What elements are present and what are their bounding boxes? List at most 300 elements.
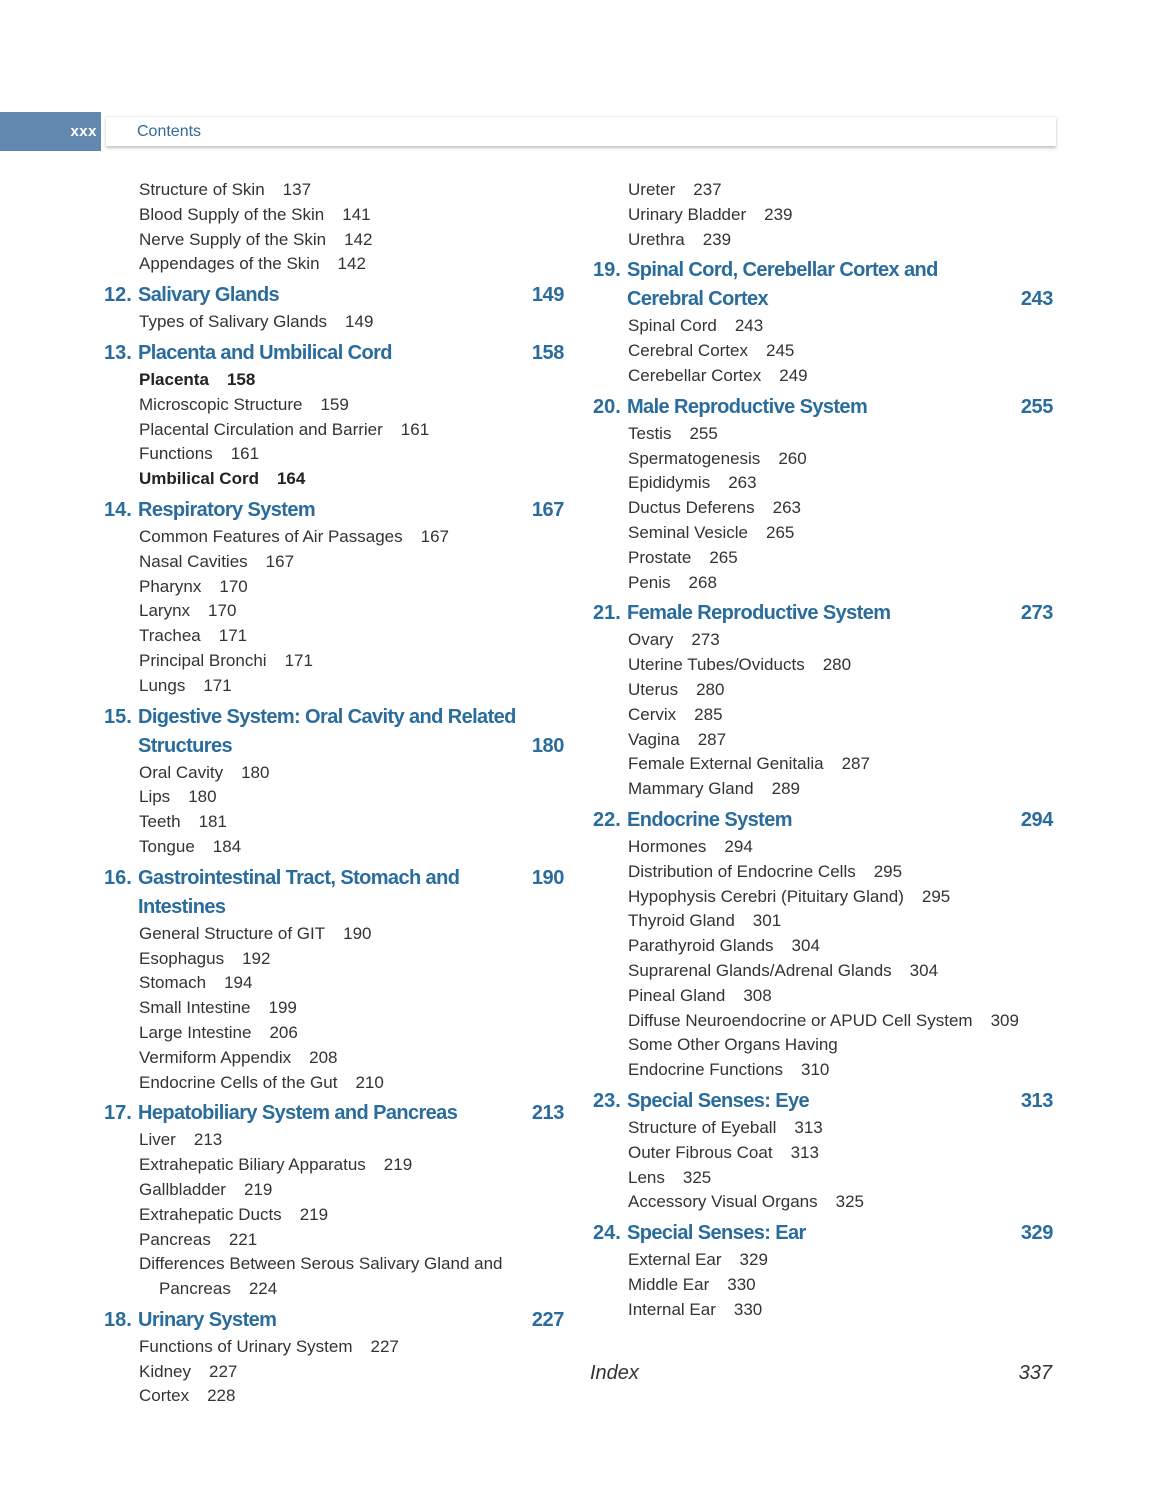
toc-index-entry[interactable] [590,1362,1052,1385]
entry-page: 325 [682,1167,712,1187]
entry-title: Cerebral Cortex [628,341,748,361]
entry-page: 180 [188,787,217,807]
entry-title: Internal Ear [628,1299,716,1319]
entry-title: Nerve Supply of the Skin [139,229,327,249]
toc-entry[interactable] [104,1153,564,1178]
chapter-heading[interactable] [104,1306,564,1335]
entry-title: Structure of Eyeball [628,1117,777,1137]
chapter-title: Digestive System: Oral Cavity and Related [138,705,516,728]
chapter-number: 13. [104,341,132,364]
entry-title: Appendages of the Skin [139,254,320,274]
chapter-number: 14. [104,498,132,521]
chapter-title-line [104,1099,457,1128]
toc-entry[interactable] [104,785,564,810]
chapter-heading[interactable] [104,1099,564,1128]
toc-entry[interactable] [593,909,1053,934]
entry-page: 249 [779,365,808,385]
entry-page: 161 [230,444,260,464]
entry-title: Vagina [628,729,680,749]
toc-entry[interactable] [104,1360,564,1385]
entry-title: Parathyroid Glands [628,936,774,956]
entry-page: 171 [284,650,313,670]
entry-page: 243 [734,316,764,336]
toc-entry[interactable] [104,393,564,418]
entry-title: Types of Salivary Glands [139,312,328,332]
toc-entry[interactable] [593,571,1053,596]
chapter-title: Special Senses: Ear [627,1222,806,1245]
entry-page: 330 [727,1274,756,1294]
chapter-number: 22. [593,808,621,831]
chapter-page: 158 [531,341,564,364]
toc-entry[interactable] [104,310,564,335]
toc-entry[interactable] [104,624,564,649]
entry-title: Functions [139,444,213,464]
toc-entry[interactable] [104,550,564,575]
entry-page: 287 [841,754,870,774]
entry-page: 260 [778,448,807,468]
toc-entry[interactable] [104,1128,564,1153]
entry-page: 329 [739,1250,768,1270]
index-page: 337 [1018,1362,1052,1384]
entry-page: 219 [299,1204,329,1224]
chapter-title-line [593,1087,809,1116]
toc-entry[interactable] [593,1248,1053,1273]
toc-entry[interactable] [104,649,564,674]
entry-title: Ureter [628,180,676,199]
entry-page: 170 [208,601,237,621]
toc-entry[interactable] [593,496,1053,521]
chapter-title-line [104,496,315,525]
entry-title: Teeth [139,812,181,832]
entry-title: Spinal Cord [628,316,717,336]
entry-page: 294 [724,836,753,856]
chapter-page: 190 [531,866,564,889]
toc-entry[interactable] [104,761,564,786]
chapter-number: 15. [104,705,132,728]
chapter-page: 273 [1020,602,1053,625]
toc-entry[interactable] [593,984,1053,1009]
toc-entry[interactable] [593,546,1053,571]
entry-title: Hormones [628,836,707,856]
toc-entry[interactable] [593,1116,1053,1141]
chapter-title: Female Reproductive System [627,602,891,625]
chapter-title-line [593,1219,806,1248]
entry-title: Ductus Deferens [628,498,755,518]
entry-page: 280 [822,655,852,675]
chapter-number: 19. [593,259,621,282]
entry-title: Stomach [139,973,207,993]
chapter-page: 213 [531,1102,564,1125]
chapter-title-line [593,256,1053,285]
toc-entry[interactable] [593,678,1053,703]
entry-page: 219 [383,1155,413,1175]
entry-page: 237 [693,180,722,199]
chapter-title: Male Reproductive System [627,395,868,418]
entry-page: 273 [691,630,720,650]
chapter-title-line [593,599,890,628]
page-number: xxx [70,123,97,140]
entry-title: Cervix [628,704,677,724]
entry-page: 141 [342,204,371,224]
entry-title: Cortex [139,1386,190,1406]
chapter-heading[interactable] [104,339,564,368]
chapter-page: 294 [1020,808,1053,831]
entry-page: 325 [835,1192,864,1212]
toc-entry[interactable] [593,1141,1053,1166]
toc-entry[interactable] [104,1335,564,1360]
entry-page: 184 [212,836,242,856]
chapter-heading[interactable] [104,496,564,525]
entry-page: 287 [697,729,727,749]
toc-entry[interactable] [593,1009,1053,1034]
chapter-title: Respiratory System [138,498,316,521]
chapter-number: 24. [593,1222,621,1245]
index-label: Index [590,1362,639,1384]
toc-entry[interactable] [593,653,1053,678]
chapter-number: 12. [104,284,132,307]
toc-entry[interactable] [104,599,564,624]
toc-entry[interactable] [593,521,1053,546]
chapter-heading[interactable] [593,1087,1053,1116]
entry-page: 164 [276,469,306,489]
entry-page: 309 [990,1010,1019,1030]
entry-page: 142 [344,229,373,249]
entry-title: Spermatogenesis [628,448,761,468]
toc-entry[interactable] [104,178,564,203]
entry-page: 221 [228,1229,258,1249]
entry-page: 263 [728,473,757,493]
entry-title: Uterus [628,679,679,699]
entry-page: 295 [873,861,903,881]
entry-title: Differences Between Serous Salivary Gland and [139,1254,503,1274]
entry-title: Distribution of Endocrine Cells [628,861,856,881]
toc-entry[interactable] [104,1277,564,1302]
toc-entry[interactable] [593,178,1053,203]
entry-title: Epididymis [628,473,711,493]
entry-title: Diffuse Neuroendocrine or APUD Cell System [628,1010,973,1030]
chapter-page: 313 [1020,1089,1053,1112]
chapter-title-line [104,732,564,761]
entry-page: 206 [269,1022,298,1042]
entry-title: Testis [628,423,672,443]
chapter-title-line [104,339,392,368]
entry-title: Pancreas [159,1279,231,1299]
entry-page: 301 [752,911,782,931]
entry-title: Pancreas [139,1229,211,1249]
entry-page: 239 [702,229,732,249]
entry-page: 161 [400,419,430,439]
entry-title: Mammary Gland [628,779,754,799]
entry-title: Some Other Organs Having [628,1035,838,1055]
toc-entry[interactable] [593,934,1053,959]
chapter-title-cont: Structures [138,734,233,757]
toc-entry[interactable] [593,860,1053,885]
chapter-page: 149 [531,284,564,307]
entry-title: Seminal Vesicle [628,522,749,542]
entry-title: Placental Circulation and Barrier [139,419,383,439]
entry-title: Outer Fibrous Coat [628,1142,773,1162]
chapter-page: 255 [1020,395,1053,418]
chapter-heading[interactable] [593,1219,1053,1248]
toc-entry[interactable] [104,1046,564,1071]
entry-page: 167 [265,551,295,571]
toc-entry[interactable] [593,885,1053,910]
toc-entry[interactable] [104,1384,564,1409]
entry-title: Endocrine Cells of the Gut [139,1072,338,1092]
entry-title: Lungs [139,675,186,695]
entry-page: 227 [370,1336,399,1356]
chapter-title: Spinal Cord, Cerebellar Cortex and [627,259,938,282]
entry-title: Umbilical Cord [139,469,259,489]
toc-entry[interactable] [593,471,1053,496]
toc-entry[interactable] [104,1178,564,1203]
entry-page: 310 [800,1060,830,1080]
chapter-title-line [593,285,1053,314]
entry-page: 330 [733,1299,763,1319]
entry-title: Pineal Gland [628,985,726,1005]
entry-title: Small Intestine [139,998,251,1018]
page-number-band [0,112,101,151]
chapter-heading[interactable] [104,281,564,310]
chapter-heading[interactable] [593,393,1053,422]
toc-entry[interactable] [593,364,1053,389]
entry-title: Functions of Urinary System [139,1336,353,1356]
chapter-title: Urinary System [138,1308,277,1331]
chapter-heading[interactable] [593,806,1053,835]
toc-entry[interactable] [593,1298,1053,1323]
entry-title: External Ear [628,1250,722,1270]
chapter-number: 16. [104,866,132,889]
toc-entry[interactable] [593,447,1053,472]
entry-page: 192 [242,948,271,968]
chapter-title: Salivary Glands [138,284,280,307]
toc-entry[interactable] [104,228,564,253]
toc-entry[interactable] [104,1203,564,1228]
toc-entry[interactable] [593,703,1053,728]
toc-entry[interactable] [104,971,564,996]
entry-title: Structure of Skin [139,180,265,199]
toc-entry[interactable] [593,777,1053,802]
entry-title: Middle Ear [628,1274,710,1294]
entry-page: 265 [709,547,738,567]
entry-page: 170 [219,576,248,596]
toc-entry[interactable] [593,628,1053,653]
toc-entry[interactable] [593,1166,1053,1191]
entry-page: 167 [420,526,449,546]
entry-title: Urethra [628,229,685,249]
entry-title: Common Features of Air Passages [139,526,403,546]
entry-page: 304 [909,960,939,980]
toc-entry[interactable] [104,467,564,492]
entry-page: 210 [355,1072,384,1092]
toc-entry[interactable] [104,1071,564,1096]
toc-entry[interactable] [104,418,564,443]
toc-entry[interactable] [593,728,1053,753]
entry-title: Larynx [139,601,191,621]
toc-entry[interactable] [104,1228,564,1253]
entry-title: Liver [139,1130,176,1150]
toc-entry[interactable] [104,442,564,467]
entry-page: 219 [243,1179,273,1199]
toc-entry[interactable] [104,1021,564,1046]
toc-entry[interactable] [104,674,564,699]
entry-page: 180 [241,762,270,782]
chapter-title: Hepatobiliary System and Pancreas [138,1102,458,1125]
chapter-title-line [104,864,532,922]
toc-entry[interactable] [593,339,1053,364]
entry-title: Uterine Tubes/Oviducts [628,655,805,675]
entry-page: 308 [743,985,772,1005]
entry-title: Lips [139,787,171,807]
entry-title: Accessory Visual Organs [628,1192,818,1212]
entry-page: 268 [688,572,717,592]
entry-title: Extrahepatic Ducts [139,1204,282,1224]
toc-entry[interactable] [593,1033,1053,1058]
chapter-title: Special Senses: Eye [627,1089,810,1112]
chapter-title-cont: Cerebral Cortex [627,288,769,311]
entry-title: Urinary Bladder [628,204,747,224]
entry-title: Kidney [139,1361,191,1381]
entry-title: Esophagus [139,948,225,968]
entry-title: Penis [628,572,671,592]
chapter-heading[interactable] [104,864,564,922]
chapter-heading[interactable] [593,256,1053,314]
toc-entry[interactable] [104,835,564,860]
chapter-title-line [593,393,867,422]
entry-page: 142 [337,254,366,274]
toc-entry[interactable] [104,368,564,393]
entry-title: Thyroid Gland [628,911,735,931]
chapter-title: Gastrointestinal Tract, Stomach and Intestines [138,866,460,918]
entry-page: 313 [790,1142,819,1162]
chapter-heading[interactable] [593,599,1053,628]
entry-title: Nasal Cavities [139,551,248,571]
chapter-title-line [104,703,564,732]
header-title: Contents [137,122,202,140]
entry-page: 285 [694,704,723,724]
entry-title: Blood Supply of the Skin [139,204,325,224]
entry-page: 171 [203,675,232,695]
chapter-page: 329 [1020,1222,1053,1245]
entry-page: 304 [791,936,820,956]
entry-page: 190 [343,923,372,943]
entry-title: General Structure of GIT [139,923,326,943]
chapter-number: 20. [593,395,621,418]
toc-entry[interactable] [104,810,564,835]
entry-page: 149 [345,312,374,332]
entry-page: 280 [696,679,725,699]
chapter-number: 21. [593,602,621,625]
entry-page: 227 [208,1361,238,1381]
chapter-number: 17. [104,1102,132,1125]
toc-right-column [593,178,1053,1322]
entry-title: Pharynx [139,576,202,596]
chapter-title-line [104,281,279,310]
entry-title: Extrahepatic Biliary Apparatus [139,1155,366,1175]
entry-page: 137 [282,180,312,199]
chapter-title: Placenta and Umbilical Cord [138,341,392,364]
entry-page: 263 [772,498,801,518]
toc-entry[interactable] [593,203,1053,228]
entry-page: 213 [193,1130,223,1150]
entry-title: Large Intestine [139,1022,252,1042]
toc-entry[interactable] [104,922,564,947]
toc-entry[interactable] [593,752,1053,777]
toc-entry[interactable] [104,575,564,600]
chapter-title: Endocrine System [627,808,792,831]
entry-title: Principal Bronchi [139,650,267,670]
entry-page: 228 [207,1386,236,1406]
chapter-page: 227 [531,1308,564,1331]
chapter-number: 23. [593,1089,621,1112]
entry-page: 245 [766,341,795,361]
entry-title: Female External Genitalia [628,754,824,774]
entry-title: Cerebellar Cortex [628,365,762,385]
entry-page: 181 [198,812,227,832]
toc-entry[interactable] [593,1273,1053,1298]
entry-title: Tongue [139,836,195,856]
toc-entry[interactable] [104,947,564,972]
entry-page: 265 [766,522,795,542]
toc-entry[interactable] [593,314,1053,339]
entry-title: Hypophysis Cerebri (Pituitary Gland) [628,886,904,906]
entry-page: 313 [794,1117,823,1137]
toc-entry[interactable] [104,1252,564,1277]
entry-title: Lens [628,1167,665,1187]
entry-page: 239 [764,204,793,224]
entry-page: 224 [248,1279,278,1299]
toc-entry[interactable] [593,228,1053,253]
toc-entry[interactable] [104,525,564,550]
entry-title: Endocrine Functions [628,1060,783,1080]
entry-title: Trachea [139,626,201,646]
entry-page: 289 [771,779,801,799]
entry-page: 158 [226,369,256,389]
entry-title: Placenta [139,369,209,389]
entry-page: 295 [921,886,951,906]
chapter-heading[interactable] [104,703,564,761]
chapter-number: 18. [104,1308,132,1331]
toc-entry[interactable] [104,252,564,277]
entry-title: Prostate [628,547,692,567]
entry-page: 159 [320,394,349,414]
toc-entry[interactable] [593,1190,1053,1215]
entry-title: Gallbladder [139,1179,226,1199]
entry-page: 199 [268,998,297,1018]
entry-title: Oral Cavity [139,762,224,782]
entry-page: 194 [224,973,253,993]
entry-title: Vermiform Appendix [139,1047,292,1067]
entry-page: 171 [218,626,248,646]
entry-title: Microscopic Structure [139,394,303,414]
toc-entry[interactable] [104,203,564,228]
toc-entry[interactable] [593,422,1053,447]
toc-left-column [104,178,564,1409]
entry-title: Ovary [628,630,674,650]
chapter-title-line [593,806,792,835]
chapter-page: 243 [1020,288,1053,311]
entry-page: 208 [309,1047,338,1067]
toc-entry[interactable] [104,996,564,1021]
toc-entry[interactable] [593,1058,1053,1083]
toc-entry[interactable] [593,835,1053,860]
running-header [106,116,1056,146]
entry-title: Suprarenal Glands/Adrenal Glands [628,960,892,980]
chapter-page: 167 [531,498,564,521]
chapter-title-line [104,1306,276,1335]
toc-entry[interactable] [593,959,1053,984]
chapter-page: 180 [531,734,564,757]
